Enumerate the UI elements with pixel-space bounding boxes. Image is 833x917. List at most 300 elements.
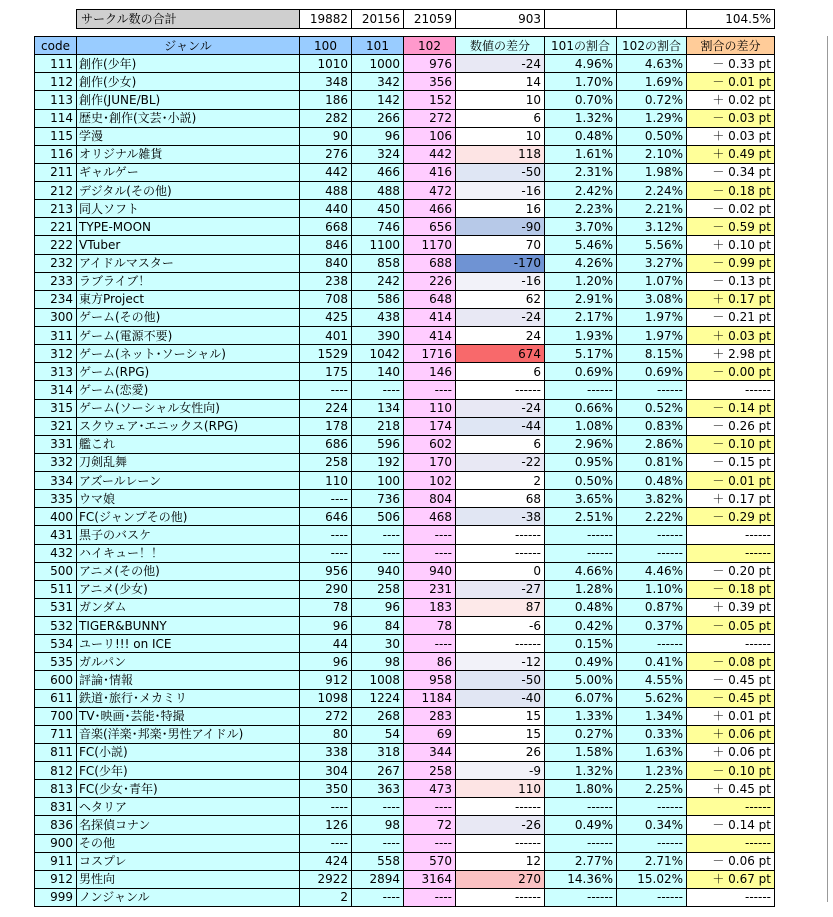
ratio-102-cell: 4.63%	[617, 55, 687, 73]
value-100-cell: 338	[300, 743, 352, 761]
ratio-diff-cell: － 0.18 pt	[687, 580, 775, 598]
value-101-cell: ----	[352, 834, 404, 852]
value-102-cell: ----	[404, 544, 456, 562]
ratio-102-cell: 1.97%	[617, 308, 687, 326]
ratio-101-cell: 0.95%	[545, 453, 617, 471]
genre-cell: 艦これ	[77, 435, 300, 453]
value-100-cell: 44	[300, 635, 352, 653]
ratio-102-cell: 0.48%	[617, 472, 687, 490]
table-row	[35, 308, 775, 326]
code-cell: 534	[35, 635, 77, 653]
value-101-cell: 342	[352, 73, 404, 91]
ratio-101-cell: 1.80%	[545, 780, 617, 798]
genre-cell: ガルパン	[77, 653, 300, 671]
ratio-diff-cell: － 0.15 pt	[687, 453, 775, 471]
value-101-cell: 363	[352, 780, 404, 798]
value-101-cell: 54	[352, 725, 404, 743]
ratio-102-cell: 0.34%	[617, 816, 687, 834]
value-102-cell: 78	[404, 617, 456, 635]
value-100-cell: ----	[300, 798, 352, 816]
genre-cell: TIGER&BUNNY	[77, 617, 300, 635]
value-101-cell: ----	[352, 544, 404, 562]
ratio-101-cell: 4.96%	[545, 55, 617, 73]
value-100-cell: 78	[300, 598, 352, 616]
value-100-cell: ----	[300, 834, 352, 852]
value-101-cell: 100	[352, 472, 404, 490]
summary-total-101: 20156	[352, 10, 404, 29]
ratio-102-cell: 1.69%	[617, 73, 687, 91]
code-cell: 221	[35, 218, 77, 236]
genre-cell: ガンダム	[77, 598, 300, 616]
diff-cell: -38	[456, 508, 545, 526]
code-cell: 111	[35, 55, 77, 73]
code-cell: 431	[35, 526, 77, 544]
code-cell: 222	[35, 236, 77, 254]
ratio-102-cell: 2.22%	[617, 508, 687, 526]
table-row	[35, 182, 775, 200]
ratio-diff-cell: － 0.05 pt	[687, 617, 775, 635]
value-100-cell: 425	[300, 308, 352, 326]
genre-cell: 東方Project	[77, 290, 300, 308]
diff-cell: ------	[456, 798, 545, 816]
code-cell: 511	[35, 580, 77, 598]
ratio-102-cell: 1.23%	[617, 762, 687, 780]
ratio-101-cell: 2.77%	[545, 852, 617, 870]
ratio-101-cell: 0.66%	[545, 399, 617, 417]
value-100-cell: ----	[300, 544, 352, 562]
header-ratio-101: 101の割合	[545, 37, 617, 55]
value-100-cell: ----	[300, 526, 352, 544]
code-cell: 812	[35, 762, 77, 780]
table-row	[35, 363, 775, 381]
genre-cell: ゲーム(その他)	[77, 308, 300, 326]
table-row	[35, 870, 775, 888]
diff-cell: 10	[456, 91, 545, 109]
ratio-101-cell: 3.65%	[545, 490, 617, 508]
diff-cell: 0	[456, 562, 545, 580]
diff-cell: 68	[456, 490, 545, 508]
ratio-diff-cell: － 0.20 pt	[687, 562, 775, 580]
table-row	[35, 145, 775, 163]
diff-cell: 6	[456, 109, 545, 127]
ratio-101-cell: 0.42%	[545, 617, 617, 635]
table-row	[35, 200, 775, 218]
value-100-cell: 110	[300, 472, 352, 490]
ratio-diff-cell: － 0.00 pt	[687, 363, 775, 381]
value-100-cell: 1098	[300, 689, 352, 707]
code-cell: 831	[35, 798, 77, 816]
diff-cell: -50	[456, 163, 545, 181]
value-100-cell: 1529	[300, 345, 352, 363]
ratio-102-cell: 3.08%	[617, 290, 687, 308]
value-102-cell: 283	[404, 707, 456, 725]
diff-cell: 62	[456, 290, 545, 308]
value-102-cell: 442	[404, 145, 456, 163]
diff-cell: 10	[456, 127, 545, 145]
ratio-diff-cell: － 0.59 pt	[687, 218, 775, 236]
value-102-cell: ----	[404, 798, 456, 816]
ratio-102-cell: 8.15%	[617, 345, 687, 363]
code-cell: 211	[35, 163, 77, 181]
header-ratio-diff: 割合の差分	[687, 37, 775, 55]
ratio-102-cell: 0.33%	[617, 725, 687, 743]
ratio-102-cell: 5.56%	[617, 236, 687, 254]
genre-cell: 歴史･創作(文芸･小説)	[77, 109, 300, 127]
code-cell: 500	[35, 562, 77, 580]
diff-cell: -24	[456, 399, 545, 417]
code-cell: 113	[35, 91, 77, 109]
ratio-102-cell: 1.63%	[617, 743, 687, 761]
table-row	[35, 562, 775, 580]
table-row	[35, 743, 775, 761]
header-genre: ジャンル	[77, 37, 300, 55]
ratio-diff-cell: － 0.45 pt	[687, 689, 775, 707]
genre-cell: FC(少女･青年)	[77, 780, 300, 798]
table-row	[35, 635, 775, 653]
genre-cell: スクウェア･エニックス(RPG)	[77, 417, 300, 435]
table-row	[35, 508, 775, 526]
genre-table	[34, 36, 775, 907]
ratio-diff-cell: ＋ 0.67 pt	[687, 870, 775, 888]
diff-cell: -6	[456, 617, 545, 635]
diff-cell: -50	[456, 671, 545, 689]
ratio-diff-cell: － 0.29 pt	[687, 508, 775, 526]
code-cell: 114	[35, 109, 77, 127]
code-cell: 312	[35, 345, 77, 363]
table-row	[35, 689, 775, 707]
ratio-diff-cell: － 0.26 pt	[687, 417, 775, 435]
code-cell: 600	[35, 671, 77, 689]
value-102-cell: 106	[404, 127, 456, 145]
value-102-cell: ----	[404, 834, 456, 852]
value-100-cell: 846	[300, 236, 352, 254]
value-102-cell: 356	[404, 73, 456, 91]
ratio-102-cell: 0.72%	[617, 91, 687, 109]
genre-cell: デジタル(その他)	[77, 182, 300, 200]
code-cell: 115	[35, 127, 77, 145]
ratio-102-cell: 5.62%	[617, 689, 687, 707]
ratio-102-cell: ------	[617, 381, 687, 399]
ratio-diff-cell: － 0.01 pt	[687, 472, 775, 490]
header-code: code	[35, 37, 77, 55]
ratio-diff-cell: － 0.99 pt	[687, 254, 775, 272]
ratio-101-cell: ------	[545, 381, 617, 399]
ratio-102-cell: 3.82%	[617, 490, 687, 508]
ratio-diff-cell: ＋ 0.17 pt	[687, 290, 775, 308]
genre-cell: ノンジャンル	[77, 888, 300, 906]
code-cell: 314	[35, 381, 77, 399]
genre-cell: アニメ(その他)	[77, 562, 300, 580]
ratio-diff-cell: － 0.02 pt	[687, 200, 775, 218]
code-cell: 912	[35, 870, 77, 888]
ratio-102-cell: 0.83%	[617, 417, 687, 435]
diff-cell: 270	[456, 870, 545, 888]
value-102-cell: 272	[404, 109, 456, 127]
ratio-101-cell: 5.17%	[545, 345, 617, 363]
diff-cell: -44	[456, 417, 545, 435]
value-100-cell: 238	[300, 272, 352, 290]
ratio-diff-cell: － 0.14 pt	[687, 816, 775, 834]
value-100-cell: 276	[300, 145, 352, 163]
genre-cell: VTuber	[77, 236, 300, 254]
value-102-cell: 258	[404, 762, 456, 780]
value-102-cell: 414	[404, 327, 456, 345]
diff-cell: -26	[456, 816, 545, 834]
diff-cell: 12	[456, 852, 545, 870]
table-row	[35, 435, 775, 453]
value-101-cell: 96	[352, 598, 404, 616]
summary-ratio: 104.5%	[687, 10, 775, 29]
table-row	[35, 345, 775, 363]
value-102-cell: ----	[404, 635, 456, 653]
value-100-cell: 424	[300, 852, 352, 870]
diff-cell: ------	[456, 834, 545, 852]
value-101-cell: 390	[352, 327, 404, 345]
ratio-diff-cell: ------	[687, 834, 775, 852]
value-102-cell: 958	[404, 671, 456, 689]
table-row	[35, 109, 775, 127]
ratio-102-cell: 0.69%	[617, 363, 687, 381]
ratio-diff-cell: － 0.34 pt	[687, 163, 775, 181]
ratio-101-cell: ------	[545, 888, 617, 906]
ratio-102-cell: 2.86%	[617, 435, 687, 453]
value-100-cell: 350	[300, 780, 352, 798]
diff-cell: 110	[456, 780, 545, 798]
value-101-cell: ----	[352, 381, 404, 399]
diff-cell: ------	[456, 381, 545, 399]
summary-total-102: 21059	[404, 10, 456, 29]
genre-cell: FC(小説)	[77, 743, 300, 761]
value-101-cell: 96	[352, 127, 404, 145]
ratio-diff-cell: ＋ 0.01 pt	[687, 707, 775, 725]
ratio-101-cell: 1.93%	[545, 327, 617, 345]
value-101-cell: 1100	[352, 236, 404, 254]
genre-cell: ウマ娘	[77, 490, 300, 508]
ratio-102-cell: ------	[617, 544, 687, 562]
value-101-cell: 142	[352, 91, 404, 109]
value-100-cell: 912	[300, 671, 352, 689]
value-102-cell: 1184	[404, 689, 456, 707]
table-row	[35, 163, 775, 181]
table-row	[35, 598, 775, 616]
ratio-101-cell: 0.48%	[545, 598, 617, 616]
summary-table	[76, 9, 775, 29]
diff-cell: -27	[456, 580, 545, 598]
genre-cell: ゲーム(電源不要)	[77, 327, 300, 345]
diff-cell: 2	[456, 472, 545, 490]
ratio-101-cell: 6.07%	[545, 689, 617, 707]
value-100-cell: 282	[300, 109, 352, 127]
code-cell: 233	[35, 272, 77, 290]
ratio-102-cell: 0.50%	[617, 127, 687, 145]
ratio-diff-cell: ＋ 0.02 pt	[687, 91, 775, 109]
value-101-cell: 488	[352, 182, 404, 200]
ratio-102-cell: 2.71%	[617, 852, 687, 870]
code-cell: 213	[35, 200, 77, 218]
ratio-101-cell: ------	[545, 544, 617, 562]
genre-cell: 刀剣乱舞	[77, 453, 300, 471]
ratio-101-cell: 2.51%	[545, 508, 617, 526]
summary-title: サークル数の合計	[77, 10, 300, 29]
code-cell: 315	[35, 399, 77, 417]
ratio-101-cell: 0.48%	[545, 127, 617, 145]
code-cell: 900	[35, 834, 77, 852]
genre-cell: オリジナル雑貨	[77, 145, 300, 163]
value-100-cell: 96	[300, 653, 352, 671]
value-102-cell: 414	[404, 308, 456, 326]
table-row	[35, 417, 775, 435]
value-101-cell: 318	[352, 743, 404, 761]
ratio-101-cell: ------	[545, 526, 617, 544]
value-100-cell: 304	[300, 762, 352, 780]
diff-cell: 16	[456, 200, 545, 218]
diff-cell: 15	[456, 707, 545, 725]
diff-cell: ------	[456, 888, 545, 906]
code-cell: 400	[35, 508, 77, 526]
genre-cell: 創作(少女)	[77, 73, 300, 91]
code-cell: 334	[35, 472, 77, 490]
table-row	[35, 254, 775, 272]
genre-cell: ゲーム(RPG)	[77, 363, 300, 381]
value-101-cell: 438	[352, 308, 404, 326]
value-102-cell: 170	[404, 453, 456, 471]
ratio-101-cell: ------	[545, 798, 617, 816]
value-102-cell: 146	[404, 363, 456, 381]
ratio-diff-cell: － 0.10 pt	[687, 435, 775, 453]
ratio-101-cell: ------	[545, 834, 617, 852]
ratio-101-cell: 0.49%	[545, 816, 617, 834]
value-100-cell: 440	[300, 200, 352, 218]
genre-cell: 評論･情報	[77, 671, 300, 689]
ratio-diff-cell: ＋ 0.49 pt	[687, 145, 775, 163]
value-102-cell: ----	[404, 888, 456, 906]
genre-cell: TYPE-MOON	[77, 218, 300, 236]
code-cell: 432	[35, 544, 77, 562]
value-100-cell: 401	[300, 327, 352, 345]
ratio-101-cell: 1.70%	[545, 73, 617, 91]
value-102-cell: 1170	[404, 236, 456, 254]
value-102-cell: 183	[404, 598, 456, 616]
ratio-diff-cell: － 0.06 pt	[687, 852, 775, 870]
genre-cell: ラブライブ！	[77, 272, 300, 290]
code-cell: 813	[35, 780, 77, 798]
value-101-cell: 466	[352, 163, 404, 181]
value-100-cell: 258	[300, 453, 352, 471]
ratio-101-cell: 0.70%	[545, 91, 617, 109]
header-ratio-102: 102の割合	[617, 37, 687, 55]
value-101-cell: 30	[352, 635, 404, 653]
diff-cell: ------	[456, 526, 545, 544]
value-100-cell: 1010	[300, 55, 352, 73]
value-100-cell: 686	[300, 435, 352, 453]
diff-cell: 87	[456, 598, 545, 616]
diff-cell: 24	[456, 327, 545, 345]
genre-cell: ゲーム(ソーシャル女性向)	[77, 399, 300, 417]
ratio-102-cell: 1.29%	[617, 109, 687, 127]
diff-cell: -22	[456, 453, 545, 471]
value-100-cell: 668	[300, 218, 352, 236]
value-100-cell: 442	[300, 163, 352, 181]
value-102-cell: 102	[404, 472, 456, 490]
value-101-cell: ----	[352, 888, 404, 906]
code-cell: 532	[35, 617, 77, 635]
ratio-101-cell: 1.20%	[545, 272, 617, 290]
genre-cell: アニメ(少女)	[77, 580, 300, 598]
genre-cell: 男性向	[77, 870, 300, 888]
summary-total-100: 19882	[300, 10, 352, 29]
ratio-diff-cell: ＋ 0.10 pt	[687, 236, 775, 254]
value-101-cell: 596	[352, 435, 404, 453]
table-row	[35, 798, 775, 816]
code-cell: 531	[35, 598, 77, 616]
value-100-cell: 80	[300, 725, 352, 743]
ratio-diff-cell: ------	[687, 888, 775, 906]
value-102-cell: 231	[404, 580, 456, 598]
code-cell: 313	[35, 363, 77, 381]
value-102-cell: 72	[404, 816, 456, 834]
ratio-diff-cell: － 0.13 pt	[687, 272, 775, 290]
ratio-diff-cell: ＋ 0.45 pt	[687, 780, 775, 798]
ratio-102-cell: 3.27%	[617, 254, 687, 272]
table-row	[35, 290, 775, 308]
value-101-cell: 506	[352, 508, 404, 526]
value-102-cell: 3164	[404, 870, 456, 888]
table-row	[35, 671, 775, 689]
diff-cell: 26	[456, 743, 545, 761]
genre-cell: 同人ソフト	[77, 200, 300, 218]
genre-cell: コスプレ	[77, 852, 300, 870]
ratio-102-cell: 0.52%	[617, 399, 687, 417]
value-101-cell: 586	[352, 290, 404, 308]
code-cell: 999	[35, 888, 77, 906]
diff-cell: -12	[456, 653, 545, 671]
ratio-102-cell: 3.12%	[617, 218, 687, 236]
ratio-diff-cell: ------	[687, 635, 775, 653]
summary-empty-102	[617, 10, 687, 29]
diff-cell: -90	[456, 218, 545, 236]
table-row	[35, 127, 775, 145]
ratio-102-cell: ------	[617, 798, 687, 816]
ratio-101-cell: 0.49%	[545, 653, 617, 671]
value-100-cell: ----	[300, 490, 352, 508]
ratio-102-cell: 2.10%	[617, 145, 687, 163]
ratio-101-cell: 4.66%	[545, 562, 617, 580]
genre-cell: 鉄道･旅行･メカミリ	[77, 689, 300, 707]
table-row	[35, 725, 775, 743]
ratio-102-cell: 2.24%	[617, 182, 687, 200]
ratio-diff-cell: ＋ 0.17 pt	[687, 490, 775, 508]
code-cell: 112	[35, 73, 77, 91]
value-102-cell: 69	[404, 725, 456, 743]
genre-cell: 黒子のバスケ	[77, 526, 300, 544]
value-101-cell: 858	[352, 254, 404, 272]
value-100-cell: 90	[300, 127, 352, 145]
genre-cell: ユーリ!!! on ICE	[77, 635, 300, 653]
value-100-cell: 840	[300, 254, 352, 272]
genre-cell: 学漫	[77, 127, 300, 145]
value-102-cell: 940	[404, 562, 456, 580]
value-102-cell: 226	[404, 272, 456, 290]
ratio-diff-cell: － 0.18 pt	[687, 182, 775, 200]
value-100-cell: 96	[300, 617, 352, 635]
header-row	[35, 37, 775, 55]
genre-cell: ハイキュー！！	[77, 544, 300, 562]
ratio-diff-cell: － 0.10 pt	[687, 762, 775, 780]
ratio-diff-cell: ------	[687, 544, 775, 562]
ratio-102-cell: 2.21%	[617, 200, 687, 218]
table-row	[35, 327, 775, 345]
ratio-102-cell: 0.37%	[617, 617, 687, 635]
